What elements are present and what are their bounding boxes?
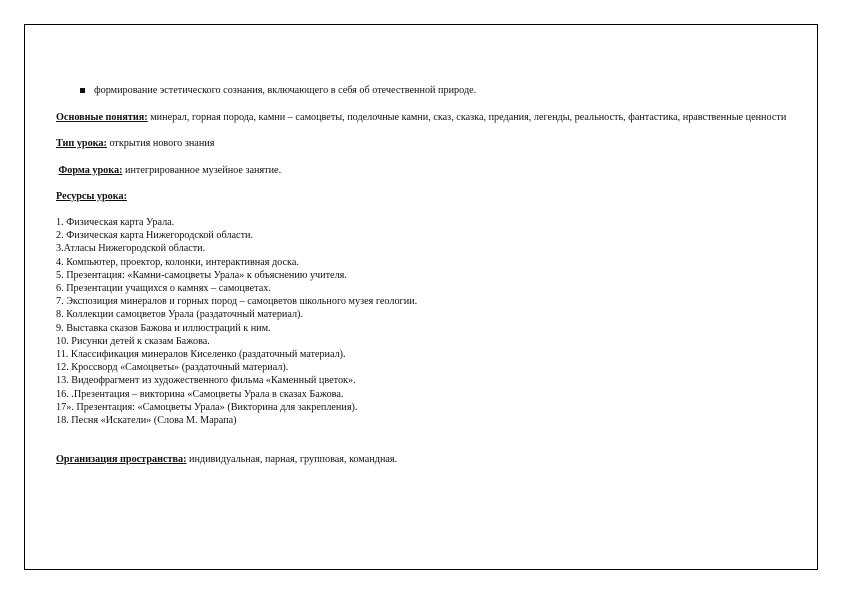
spacer <box>56 427 796 453</box>
resources-label: Ресурсы урока: <box>56 190 127 202</box>
list-item: 2. Физическая карта Нижегородской области. <box>56 230 254 242</box>
lesson-type-paragraph <box>56 137 796 150</box>
list-item: 7. Экспозиция минералов и горных пород – самоцветов школьного музея геологии. <box>56 296 418 308</box>
list-item: 17». Презентация: «Самоцветы Урала» (Викторина для закрепления). <box>56 401 358 413</box>
lesson-type-text: открытия нового знания <box>106 138 215 150</box>
concepts-paragraph <box>56 111 796 124</box>
list-item: 5. Презентация: «Камни-самоцветы Урала» к объяснению учителя. <box>56 269 347 281</box>
concepts-text: минерал, горная порода, камни – самоцветы, поделочные камни, сказ, сказка, предания, легенды, реальность, фантастика, нравственные ценности <box>147 112 787 124</box>
list-item: 4. Компьютер, проектор, колонки, интерактивная доска. <box>56 256 299 268</box>
list-item: 10. Рисунки детей к сказам Бажова. <box>56 335 210 347</box>
concepts-label: Основные понятия: <box>56 112 148 124</box>
space-paragraph <box>56 453 796 466</box>
list-item: 12. Кроссворд «Самоцветы» (раздаточный материал). <box>56 362 289 374</box>
list-item: 11. Классификация минералов Киселенко (раздаточный материал). <box>56 349 346 361</box>
resources-heading <box>56 190 796 203</box>
space-label: Организация пространства: <box>56 454 187 466</box>
list-item: 8. Коллекции самоцветов Урала (раздаточный материал). <box>56 309 303 321</box>
bullet-text: формирование эстетического сознания, включающего в себя об отечественной природе. <box>94 85 477 96</box>
lesson-form-paragraph <box>56 164 796 177</box>
list-item: 16. .Презентация – викторина «Самоцветы Урала в сказах Бажова. <box>56 388 344 400</box>
space-text: индивидуальная, парная, групповая, командная. <box>186 454 398 466</box>
list-item: 18. Песня «Искатели» (Слова М. Марапа) <box>56 415 237 427</box>
lesson-form-text: интегрированное музейное занятие. <box>122 164 282 176</box>
list-item: 9. Выставка сказов Бажова и иллюстраций к ним. <box>56 322 271 334</box>
resources-list <box>56 216 796 427</box>
bullet-item <box>56 84 796 97</box>
list-item: 3.Атласы Нижегородской области. <box>56 243 206 255</box>
document-body <box>56 84 796 479</box>
lesson-type-label: Тип урока: <box>56 138 107 150</box>
list-item: 1. Физическая карта Урала. <box>56 217 175 229</box>
list-item: 6. Презентации учащихся о камнях – самоцветах. <box>56 283 271 295</box>
list-item: 13. Видеофрагмент из художественного фильма «Каменный цветок». <box>56 375 356 387</box>
lesson-form-label: Форма урока: <box>58 164 123 176</box>
square-bullet-icon <box>80 88 85 93</box>
